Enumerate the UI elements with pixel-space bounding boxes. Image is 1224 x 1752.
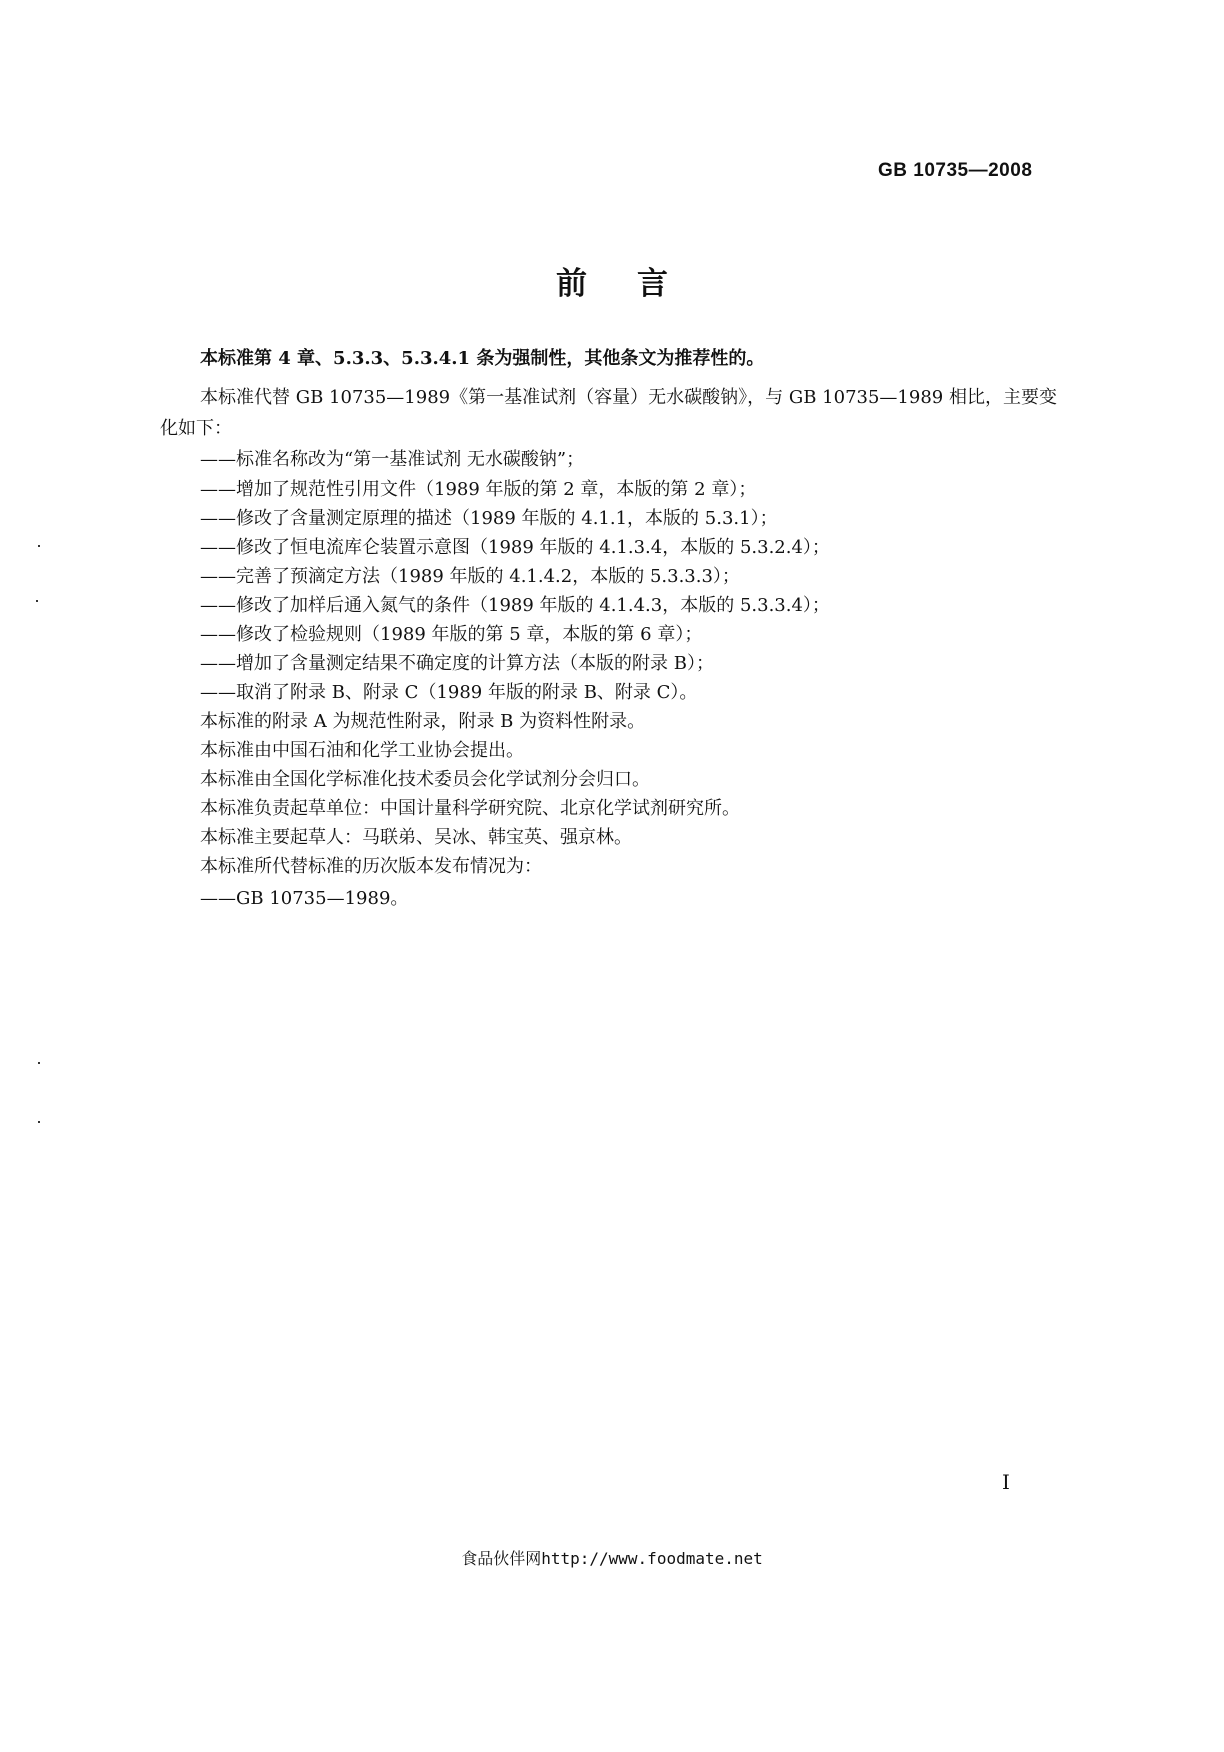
- body-paragraph: 本标准的附录 A 为规范性附录，附录 B 为资料性附录。: [200, 711, 646, 732]
- body-paragraph: ——GB 10735—1989。: [200, 888, 409, 909]
- body-paragraph: 本标准负责起草单位：中国计量科学研究院、北京化学试剂研究所。: [200, 798, 740, 819]
- body-paragraph: 本标准由中国石油和化学工业协会提出。: [200, 740, 524, 761]
- change-item: ——增加了含量测定结果不确定度的计算方法（本版的附录 B）；: [200, 653, 714, 674]
- replace-paragraph-line1: 本标准代替 GB 10735—1989《第一基准试剂（容量）无水碳酸钠》，与 GB 10735—1989 相比，主要变: [200, 387, 1057, 408]
- change-item: ——修改了含量测定原理的描述（1989 年版的 4.1.1，本版的 5.3.1）；: [200, 508, 778, 529]
- page-title: 前言: [556, 266, 718, 302]
- change-item: ——完善了预滴定方法（1989 年版的 4.1.4.2，本版的 5.3.3.3）；: [200, 566, 740, 587]
- change-item: ——取消了附录 B、附录 C（1989 年版的附录 B、附录 C）。: [200, 682, 698, 703]
- mandatory-note: 本标准第 4 章、5.3.3、5.3.4.1 条为强制性，其他条文为推荐性的。: [200, 348, 765, 369]
- replace-paragraph-line2: 化如下：: [160, 418, 232, 439]
- change-item: ——修改了检验规则（1989 年版的第 5 章，本版的第 6 章）；: [200, 624, 703, 645]
- standard-code: GB 10735—2008: [878, 160, 1033, 181]
- footer-watermark: 食品伙伴网http://www.foodmate.net: [461, 1549, 763, 1568]
- change-item: ——标准名称改为“第一基准试剂 无水碳酸钠”；: [200, 449, 585, 470]
- body-paragraph: 本标准由全国化学标准化技术委员会化学试剂分会归口。: [200, 769, 650, 790]
- page-number: I: [1002, 1470, 1010, 1494]
- scan-speck: [38, 1062, 40, 1064]
- change-item: ——修改了加样后通入氮气的条件（1989 年版的 4.1.4.3，本版的 5.3.3.4）；: [200, 595, 830, 616]
- body-paragraph: 本标准主要起草人：马联弟、吴冰、韩宝英、强京林。: [200, 827, 632, 848]
- scan-speck: [38, 545, 40, 547]
- change-item: ——修改了恒电流库仑装置示意图（1989 年版的 4.1.3.4，本版的 5.3.2.4）；: [200, 537, 830, 558]
- body-paragraph: 本标准所代替标准的历次版本发布情况为：: [200, 856, 542, 877]
- scan-speck: [38, 1121, 40, 1123]
- change-item: ——增加了规范性引用文件（1989 年版的第 2 章，本版的第 2 章）；: [200, 479, 757, 500]
- scan-speck: [36, 600, 38, 602]
